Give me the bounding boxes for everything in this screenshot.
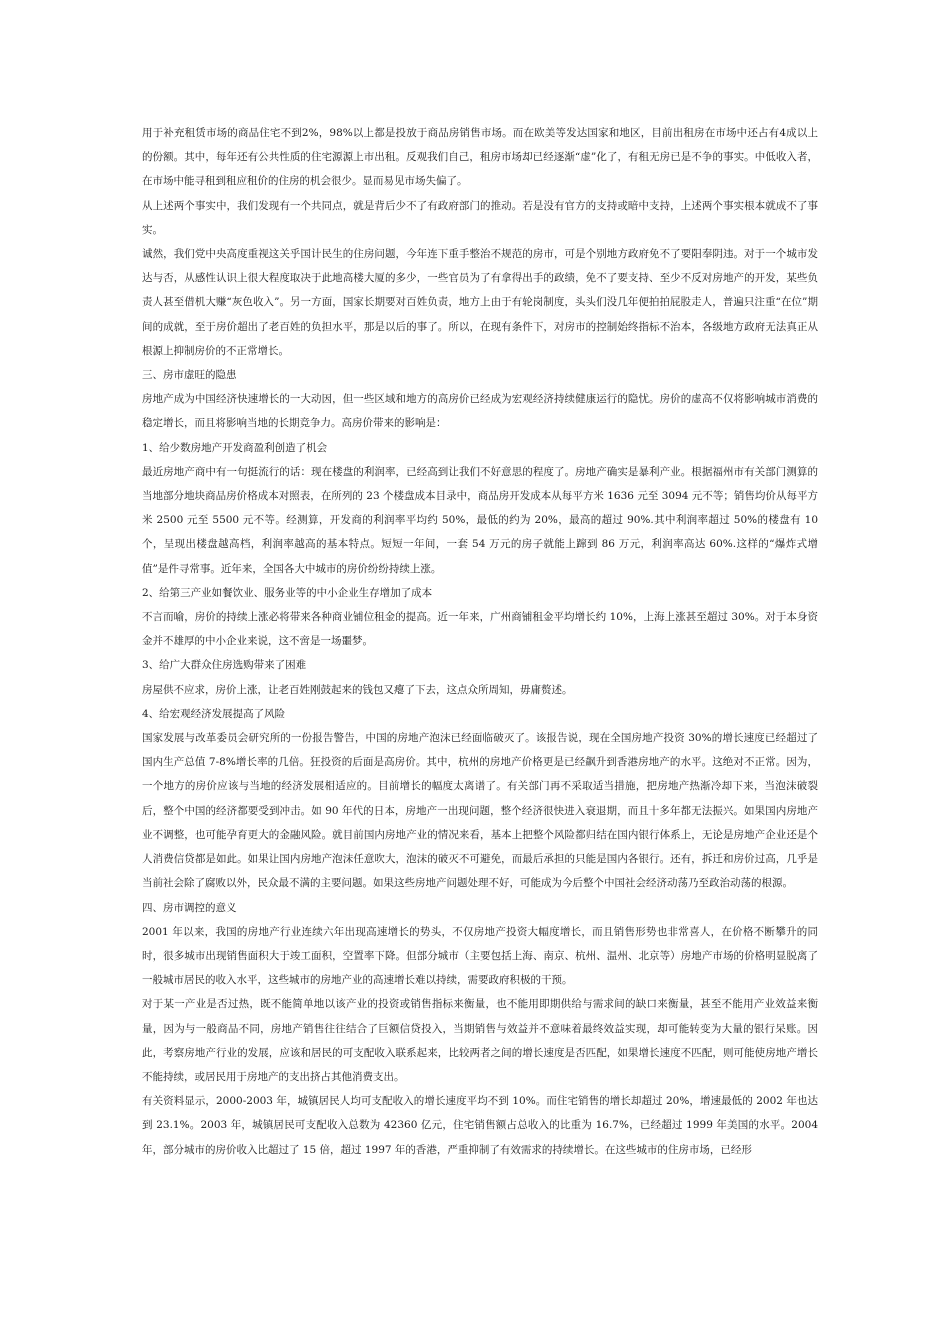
paragraph-rental-market: 用于补充租赁市场的商品住宅不到2%，98%以上都是投放于商品房销售市场。而在欧美等发达国家和地区，目前出租房在市场中还占有4成以上的份额。其中，每年还有公共性质的住宅源源上市出租。反观我们自己，租房市场却已经逐渐“虚”化了，有租无房已是不争的事实。中低收入者，在市场中能寻租到租应租价的住房的机会很少。显而易见市场失偏了。 [142,127,818,188]
paragraph-income-statistics: 有关资料显示，2000-2003 年，城镇居民人均可支配收入的增长速度平均不到 10%。而住宅销售的增长却超过 20%，增速最低的 2002 年也达到 23.1%。2003 年，城镇居民可支配收入总数为 42360 亿元，住宅销售额占总收入的比重为 16.7%，已经超过 1999 年美国的水平。2004 年，部分城市的房价收入比超过了 15 倍，超过 1997 年的香港，严重抑制了有效需求的持续增长。在这些城市的住房市场，已经形 [142,1095,818,1156]
paragraph-common-point: 从上述两个事实中，我们发现有一个共同点，就是背后少不了有政府部门的推动。若是没有官方的支持或暗中支持，上述两个事实根本就成不了事实。 [142,199,818,236]
paragraph-overheating-measure: 对于某一产业是否过热，既不能简单地以该产业的投资或销售指标来衡量，也不能用即期供给与需求间的缺口来衡量，甚至不能用产业效益来衡量，因为与一般商品不同，房地产销售往往结合了巨额信贷投入，当期销售与效益并不意味着最终效益实现，却可能转变为大量的银行呆账。因此，考察房地产行业的发展，应该和居民的可支配收入联系起来，比较两者之间的增长速度是否匹配，如果增长速度不匹配，则可能使房地产增长不能持续，或居民用于房地产的支出挤占其他消费支出。 [142,998,818,1083]
document-body [142,121,818,1162]
paragraph-regulation-since-2001: 2001 年以来，我国的房地产行业连续六年出现高速增长的势头，不仅房地产投资大幅度增长，而且销售形势也非常喜人，在价格不断攀升的同时，很多城市出现销售面积大于竣工面积，空置率下降。但部分城市（主要包括上海、南京、杭州、温州、北京等）房地产市场的价格明显脱离了一般城市居民的收入水平，这些城市的房地产业的高速增长难以持续，需要政府积极的干预。 [142,925,818,987]
subheading-macro-risk: 4、给宏观经济发展提高了风险 [142,707,286,720]
subheading-developers: 1、给少数房地产开发商盈利创造了机会 [142,441,328,454]
subheading-home-buyers: 3、给广大群众住房选购带来了困难 [142,659,307,672]
subheading-tertiary-industry: 2、给第三产业如餐饮业、服务业等的中小企业生存增加了成本 [142,586,433,599]
section-heading-hidden-dangers: 三、房市虚旺的隐患 [142,369,237,382]
paragraph-local-government: 诚然，我们党中央高度重视这关乎国计民生的住房问题，今年连下重手整治不规范的房市，可是个别地方政府免不了要阳奉阴违。对于一个城市发达与否，从感性认识上很大程度取决于此地高楼大厦的多少，一些官员为了有拿得出手的政绩，免不了要支持、至少不反对房地产的开发，某些负责人甚至借机大赚“灰色收入”。另一方面，国家长期要对百姓负责，地方上由于有轮岗制度，头头们没几年便拍拍屁股走人，普遍只注重“在位”期间的成就，至于房价超出了老百姓的负担水平，那是以后的事了。所以，在现有条件下，对房市的控制始终指标不治本，各级地方政府无法真正从根源上抑制房价的不正常增长。 [142,248,818,357]
paragraph-home-buyers: 房屋供不应求，房价上涨，让老百姓刚鼓起来的钱包又瘪了下去，这点众所周知，毋庸赘述。 [142,683,573,696]
paragraph-developers: 最近房地产商中有一句挺流行的话：现在楼盘的利润率，已经高到让我们不好意思的程度了。房地产确实是暴利产业。根据福州市有关部门测算的当地部分地块商品房价格成本对照表，在所列的 23 个楼盘成本目录中，商品房开发成本从每平方米 1636 元至 3094 元不等；销售均价从每平方米 2500 元至 5500 元不等。经测算，开发商的利润率平均约 50%，最低的约为 20%，最高的超过 90%.其中利润率超过 50%的楼盘有 10 个，呈现出楼盘越高档，利润率越高的基本特点。短短一年间，一套 54 万元的房子就能上蹿到 86 万元，利润率高达 60%.这样的“爆炸式增值”是件寻常事。近年来，全国各大中城市的房价纷纷持续上涨。 [142,465,818,575]
paragraph-macro-risk: 国家发展与改革委员会研究所的一份报告警告，中国的房地产泡沫已经面临破灭了。该报告说，现在全国房地产投资 30%的增长速度已经超过了国内生产总值 7-8%增长率的几倍。狂投资的后面是高房价。其中，杭州的房地产价格更是已经飙升到香港房地产的水平。这绝对不正常。因为，一个地方的房价应该与当地的经济发展相适应的。目前增长的幅度太离谱了。有关部门再不采取适当措施，把房地产热渐冷却下来，当泡沫破裂后，整个中国的经济都要受到冲击。如 90 年代的日本，房地产一出现问题，整个经济很快进入衰退期，而且十多年都无法振兴。如果国内房地产业不调整，也可能孕育更大的金融风险。就目前国内房地产业的情况来看，基本上把整个风险都归结在国内银行体系上，无论是房地产企业还是个人消费信贷都是如此。如果让国内房地产泡沫任意吹大，泡沫的破灭不可避免，而最后承担的只能是国内各银行。还有，拆迁和房价过高，几乎是当前社会除了腐败以外，民众最不满的主要问题。如果这些房地产问题处理不好，可能成为今后整个中国社会经济动荡乃至政治动荡的根源。 [142,732,818,890]
paragraph-tertiary-industry: 不言而喻，房价的持续上涨必将带来各种商业铺位租金的提高。近一年来，广州商铺租金平均增长约 10%，上海上涨甚至超过 30%。对于本身资金并不雄厚的中小企业来说，这不啻是一场噩梦。 [142,611,818,648]
paragraph-hidden-dangers-intro: 房地产成为中国经济快速增长的一大动因，但一些区域和地方的高房价已经成为宏观经济持续健康运行的隐忧。房价的虚高不仅将影响城市消费的稳定增长，而且将影响当地的长期竞争力。高房价带来的影响是： [142,393,818,430]
section-heading-regulation: 四、房市调控的意义 [142,901,237,914]
